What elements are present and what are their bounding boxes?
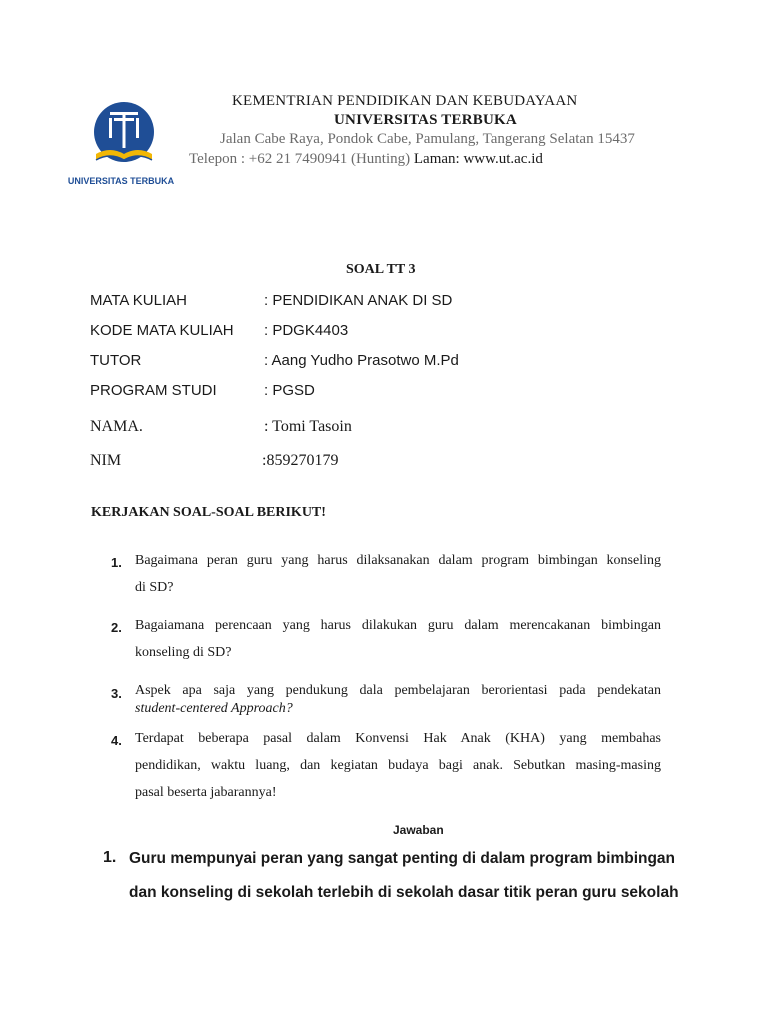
question-line: student-centered Approach? xyxy=(135,701,293,716)
website-text: Laman: www.ut.ac.id xyxy=(413,151,543,167)
label-kode: KODE MATA KULIAH xyxy=(90,322,234,339)
answer-number: 1. xyxy=(103,849,117,866)
value-tutor: : Aang Yudho Prasotwo M.Pd xyxy=(264,352,459,369)
label-prodi: PROGRAM STUDI xyxy=(90,382,217,399)
question-line: Terdapat beberapa pasal dalam Konvensi Hak Anak (KHA) yang membahas xyxy=(135,731,661,746)
question-line: pendidikan, waktu luang, dan kegiatan budaya bagi anak. Sebutkan masing-masing xyxy=(135,758,661,773)
label-nim: NIM xyxy=(90,452,122,469)
question-number: 1. xyxy=(111,555,122,570)
label-mata-kuliah: MATA KULIAH xyxy=(90,292,187,309)
label-tutor: TUTOR xyxy=(90,352,142,369)
question-line: pasal beserta jabarannya! xyxy=(135,785,277,800)
value-kode: : PDGK4403 xyxy=(264,322,349,339)
value-prodi: : PGSD xyxy=(264,382,315,399)
question-line: Bagaiamana perencaan yang harus dilakukan guru dalam merencakanan bimbingan xyxy=(135,618,661,633)
contact-line xyxy=(189,151,543,168)
instruction-heading: KERJAKAN SOAL-SOAL BERIKUT! xyxy=(91,505,326,520)
svg-text:UNIVERSITAS TERBUKA: UNIVERSITAS TERBUKA xyxy=(67,176,175,186)
ministry-heading: KEMENTRIAN PENDIDIKAN DAN KEBUDAYAAN xyxy=(232,93,578,109)
phone-text: Telepon : +62 21 7490941 (Hunting) xyxy=(189,151,411,167)
question-number: 4. xyxy=(111,733,122,748)
question-line: Bagaimana peran guru yang harus dilaksanakan dalam program bimbingan konseling xyxy=(135,553,661,568)
answer-heading: Jawaban xyxy=(393,823,444,837)
ut-emblem-icon xyxy=(66,96,176,192)
question-line: di SD? xyxy=(135,580,174,595)
universitas-terbuka-logo xyxy=(66,96,176,192)
university-heading: UNIVERSITAS TERBUKA xyxy=(334,112,517,128)
value-nim: :859270179 xyxy=(262,452,339,469)
question-line: konseling di SD? xyxy=(135,645,232,660)
value-mata-kuliah: : PENDIDIKAN ANAK DI SD xyxy=(264,292,453,309)
answer-line: dan konseling di sekolah terlebih di sekolah dasar titik peran guru sekolah xyxy=(129,884,679,901)
label-nama: NAMA. xyxy=(90,418,143,435)
document-title: SOAL TT 3 xyxy=(346,262,416,277)
question-line: Aspek apa saja yang pendukung dala pembelajaran berorientasi pada pendekatan xyxy=(135,683,661,698)
question-number: 3. xyxy=(111,686,122,701)
question-number: 2. xyxy=(111,620,122,635)
value-nama: : Tomi Tasoin xyxy=(264,418,352,435)
answer-line: Guru mempunyai peran yang sangat penting di dalam program bimbingan xyxy=(129,850,676,867)
address-text: Jalan Cabe Raya, Pondok Cabe, Pamulang, Tangerang Selatan 15437 xyxy=(220,131,635,147)
